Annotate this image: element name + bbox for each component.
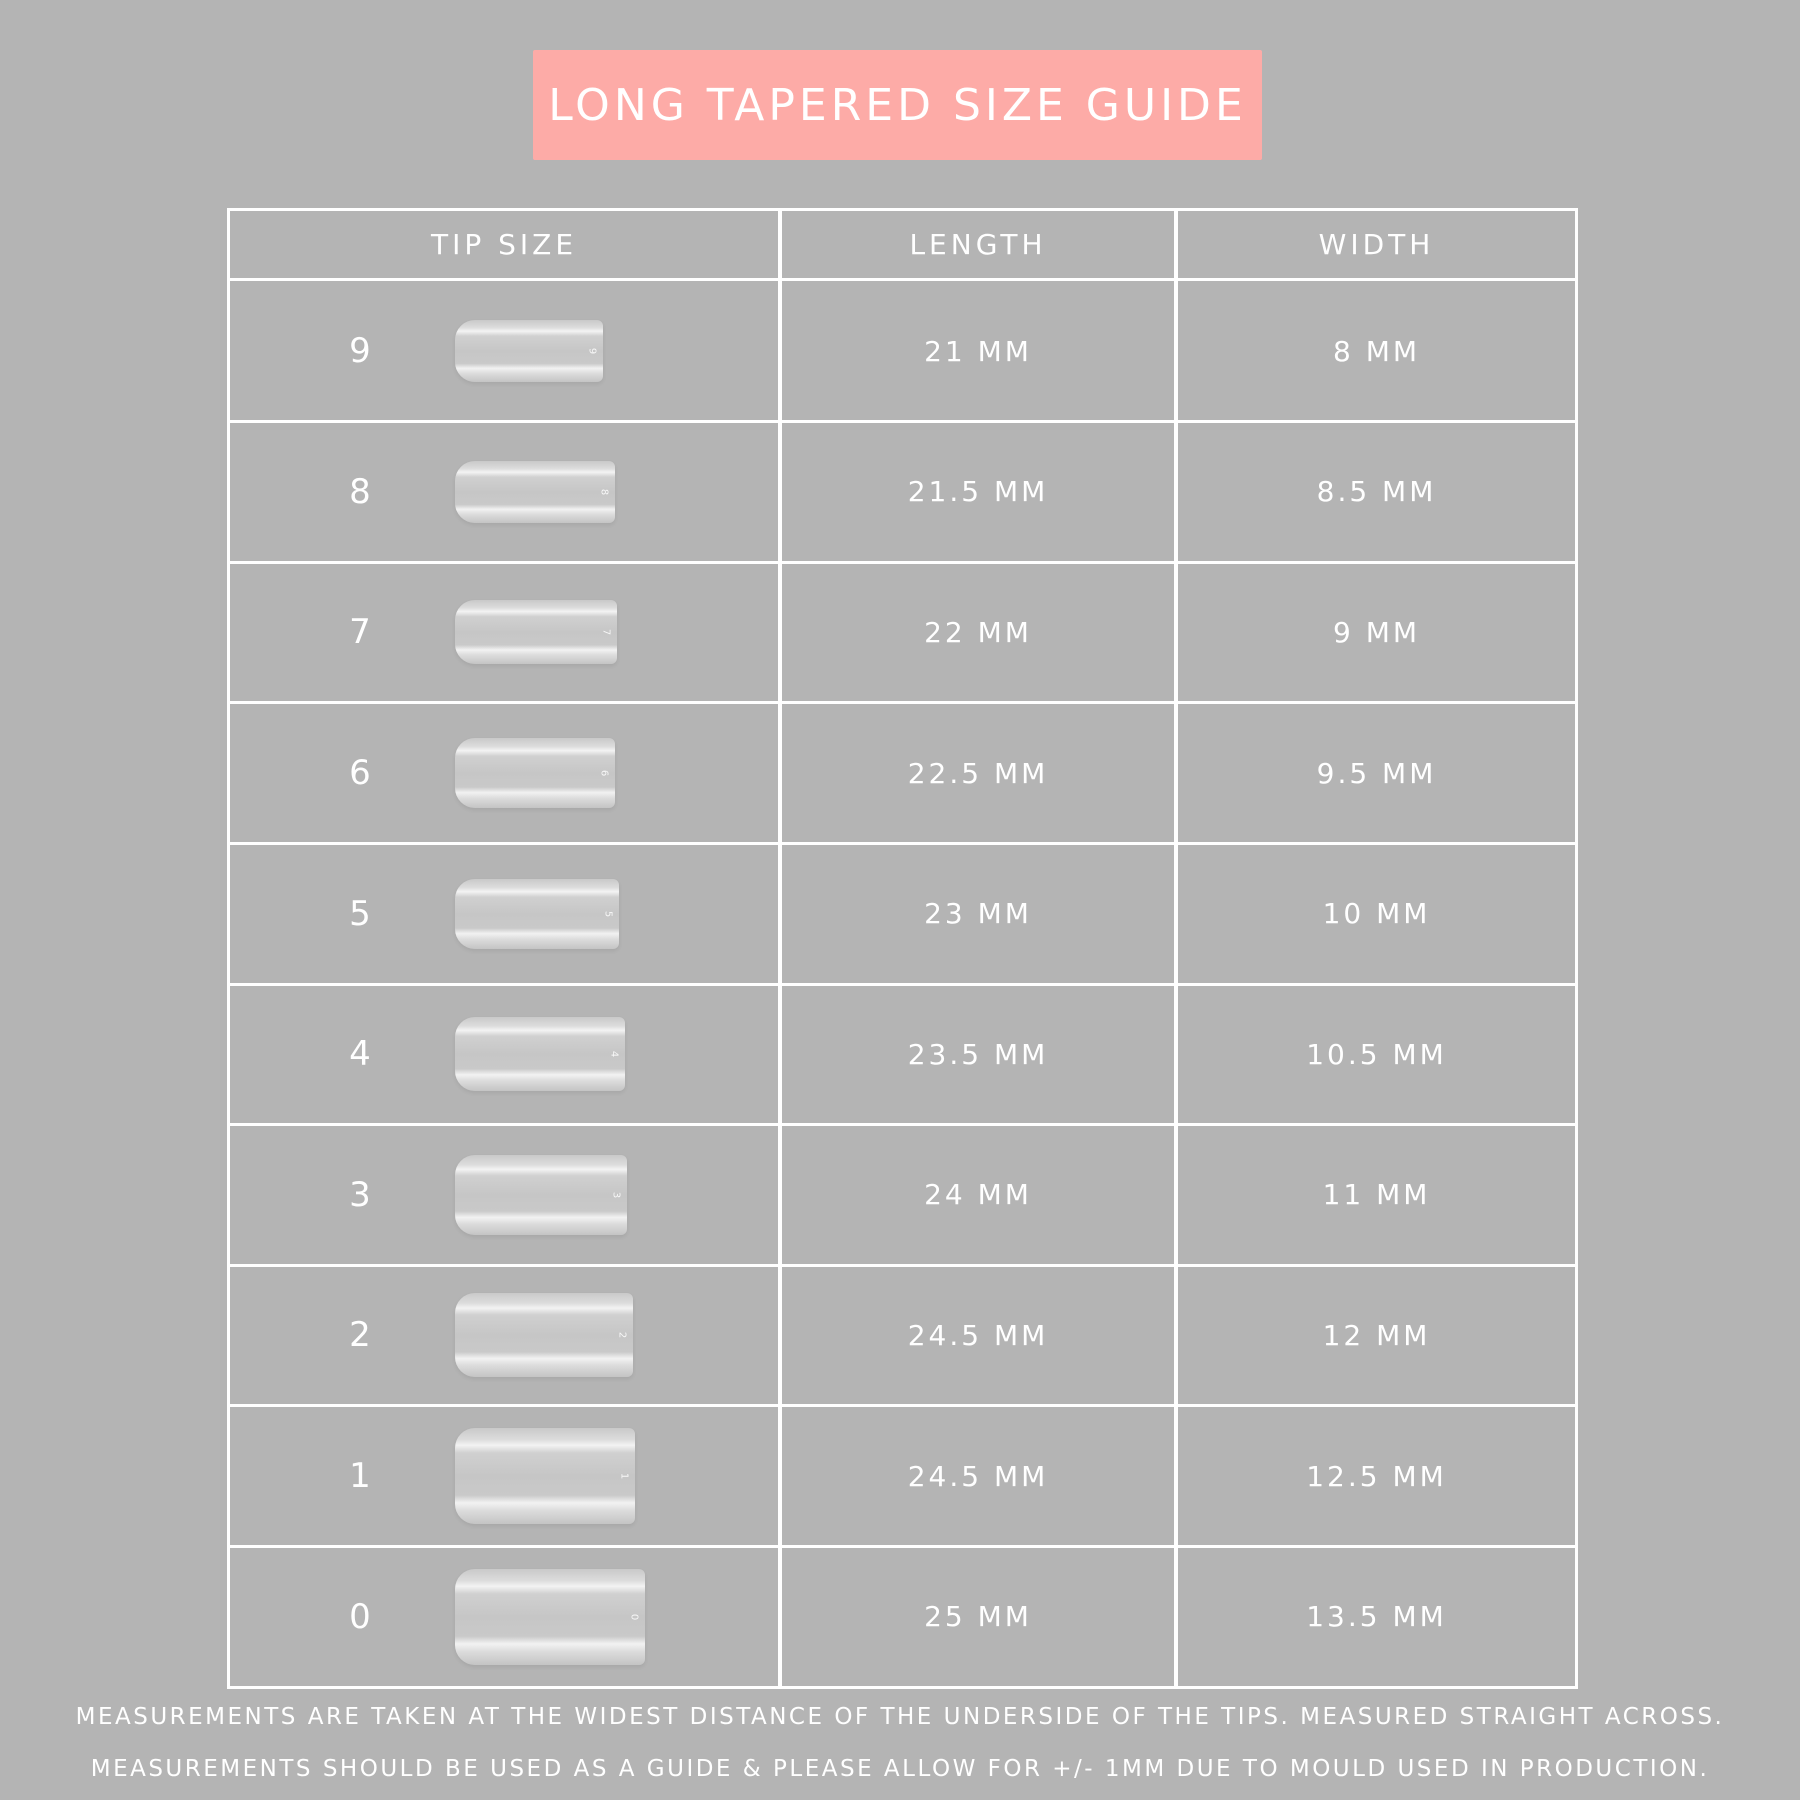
nail-tip-image [455, 600, 617, 664]
size-guide-table [227, 208, 1578, 1689]
tip-size-number: 8 [349, 471, 371, 512]
header-length: LENGTH [909, 228, 1047, 261]
length-value: 24 MM [924, 1178, 1032, 1212]
tip-size-number: 7 [349, 612, 371, 653]
width-value: 9 MM [1332, 615, 1421, 649]
table-row [230, 703, 1575, 844]
nail-size-mark: 7 [600, 629, 612, 636]
nail-tip-image [455, 320, 603, 382]
tip-size-number: 9 [349, 331, 371, 372]
nail-tip-image [455, 1569, 645, 1665]
table-row [230, 984, 1575, 1125]
length-value: 21 MM [924, 334, 1032, 368]
table-row [230, 562, 1575, 703]
header-tip-size: TIP SIZE [430, 228, 578, 261]
width-value: 8 MM [1332, 334, 1421, 368]
tip-size-number: 3 [349, 1174, 371, 1215]
width-value: 10 MM [1322, 897, 1431, 931]
length-value: 24.5 MM [907, 1459, 1049, 1493]
nail-tip-image [455, 1017, 625, 1091]
width-value: 9.5 MM [1316, 756, 1437, 790]
table-row [230, 1125, 1575, 1266]
length-value: 21.5 MM [907, 475, 1049, 509]
tip-size-number: 2 [349, 1315, 371, 1356]
nail-tip-image [455, 738, 615, 808]
nail-tip-image [455, 1293, 633, 1377]
table-row [230, 281, 1575, 422]
width-value: 8.5 MM [1316, 475, 1437, 509]
nail-size-mark: 9 [586, 348, 598, 355]
nail-size-mark: 2 [616, 1332, 628, 1339]
nail-size-mark: 0 [628, 1613, 640, 1620]
nail-size-mark: 3 [610, 1191, 622, 1199]
length-value: 24.5 MM [907, 1318, 1049, 1352]
tip-size-number: 0 [349, 1596, 371, 1637]
width-value: 12.5 MM [1306, 1459, 1447, 1493]
tip-size-number: 5 [349, 893, 371, 934]
tip-size-number: 4 [349, 1034, 371, 1075]
nail-size-mark: 8 [598, 488, 610, 496]
width-value: 11 MM [1322, 1178, 1431, 1212]
table-row [230, 1265, 1575, 1406]
table-row [230, 1406, 1575, 1547]
nail-tip-image [455, 461, 615, 523]
length-value: 23.5 MM [907, 1037, 1049, 1071]
tip-size-number: 1 [349, 1456, 371, 1497]
tip-size-number: 6 [349, 753, 371, 794]
length-value: 22 MM [924, 615, 1032, 649]
footnote-guide: MEASUREMENTS SHOULD BE USED AS A GUIDE & PLEASE ALLOW FOR +/- 1MM DUE TO MOULD USED IN PRODUCTION. [90, 1756, 1710, 1782]
nail-size-mark: 6 [598, 769, 610, 777]
header-width: WIDTH [1318, 228, 1435, 261]
footnote-measurement: MEASUREMENTS ARE TAKEN AT THE WIDEST DISTANCE OF THE UNDERSIDE OF THE TIPS. MEASURED STRAIGHT ACROSS. [75, 1704, 1725, 1730]
length-value: 22.5 MM [907, 756, 1049, 790]
nail-size-mark: 5 [602, 910, 614, 917]
nail-size-mark: 1 [618, 1472, 630, 1480]
table-row [230, 422, 1575, 563]
length-value: 23 MM [924, 897, 1032, 931]
width-value: 13.5 MM [1306, 1600, 1447, 1634]
nail-tip-image [455, 1155, 627, 1235]
width-value: 12 MM [1322, 1318, 1431, 1352]
table-row [230, 843, 1575, 984]
length-value: 25 MM [924, 1600, 1032, 1634]
nail-size-mark: 4 [608, 1051, 620, 1058]
nail-tip-image [455, 1428, 635, 1524]
page-title: LONG TAPERED SIZE GUIDE [548, 79, 1247, 131]
title-banner [533, 50, 1262, 160]
width-value: 10.5 MM [1306, 1037, 1447, 1071]
table-row [230, 1546, 1575, 1687]
nail-tip-image [455, 879, 619, 949]
